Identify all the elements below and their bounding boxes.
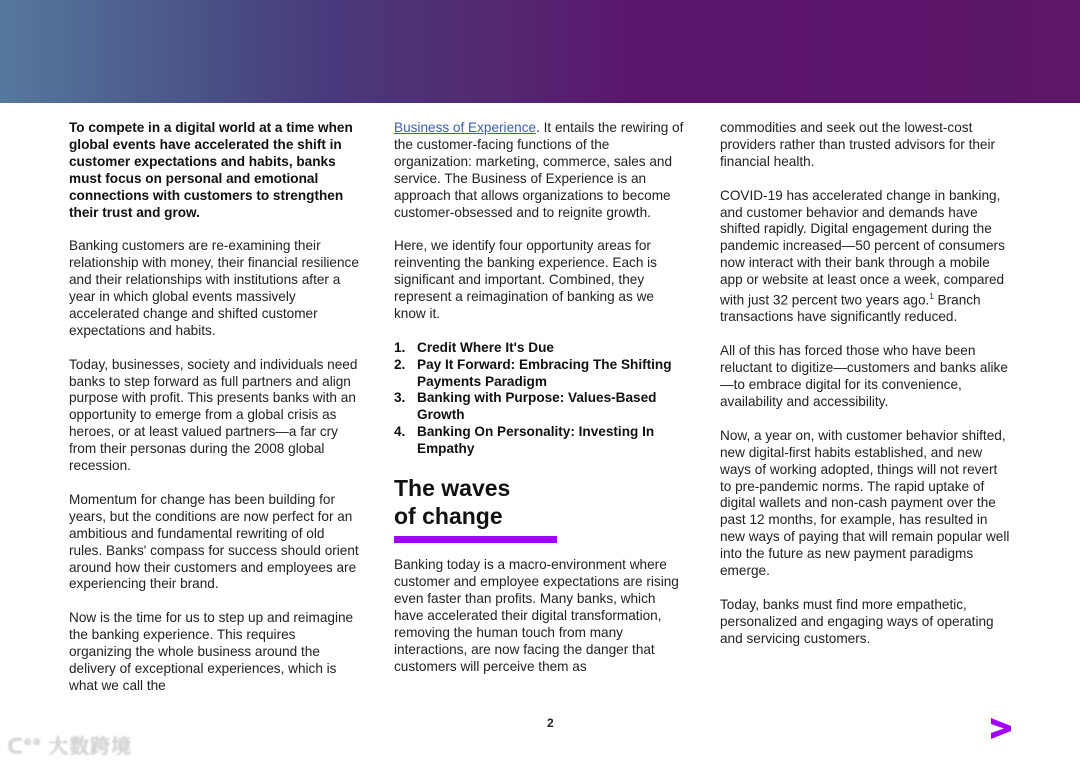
accenture-chevron-icon — [990, 716, 1012, 745]
column-3 — [720, 120, 1012, 664]
paragraph: All of this has forced those who have been reluctant to digitize—customers and banks alike—to embrace digital for its convenience, availability and accessibility. — [720, 343, 1008, 409]
paragraph: Now, a year on, with customer behavior shifted, new digital-first habits established, and new ways of working adopted, things will not revert to pre-pandemic norms. The rapid uptake of digital wallets and non-cash payment over the past 12 months, for example, has resulted in new ways of paying that will remain popular well into the future as new payment paradigms emerge. — [720, 427, 1010, 579]
paragraph — [394, 120, 686, 221]
intro-text: To compete in a digital world at a time when global events have accelerated the shift in customer expectations and habits, banks must focus on personal and emotional connections with customers to strengthen their trust and grow. — [69, 120, 353, 220]
list-number: 3. — [394, 390, 406, 406]
paragraph-text: Branch transactions have significantly reduced. — [720, 292, 981, 325]
paragraph-text: COVID-19 has accelerated change in banking, and customer behavior and demands have shifted rapidly. Digital engagement during the pandemic increased—50 percent of consumers now interact with their bank through a mobile app or website at least once a week, compared with just 32 percent two years ago. — [720, 187, 1005, 308]
list-item — [394, 340, 686, 357]
paragraph: Today, banks must find more empathetic, personalized and engaging ways of operating and servicing customers. — [720, 596, 994, 646]
section-heading — [394, 474, 686, 530]
accent-bar — [394, 536, 557, 543]
list-text: Credit Where It's Due — [417, 339, 554, 355]
list-number: 2. — [394, 356, 406, 372]
watermark — [8, 730, 132, 759]
watermark-logo-icon: ᑕ°° — [8, 736, 42, 758]
list-number: 4. — [394, 424, 406, 440]
heading-line: of change — [394, 503, 503, 530]
list-text: Banking with Purpose: Values-Based Growth — [417, 390, 657, 423]
column-1 — [69, 120, 361, 712]
business-of-experience-link[interactable]: Business of Experience — [394, 120, 537, 135]
watermark-text: 大数跨境 — [48, 736, 133, 758]
list-text: Pay It Forward: Embracing The Shifting Payments Paradigm — [417, 356, 672, 389]
paragraph: Now is the time for us to step up and reimagine the banking experience. This requires organizing the whole business around the delivery of exceptional experiences, which is what we call the — [69, 610, 354, 693]
opportunity-list — [394, 340, 686, 458]
list-item — [394, 357, 686, 391]
column-2 — [394, 120, 686, 692]
paragraph: Here, we identify four opportunity areas for reinventing the banking experience. Each is significant and important. Combined, they represent a reimagination of banking as we know it. — [394, 238, 657, 321]
paragraph: Banking today is a macro-environment where customer and employee expectations are rising even faster than profits. Many banks, which have accelerated their digital transformation, removing the human touch from many interactions, are now facing the danger that customers will perceive them as — [394, 557, 679, 674]
heading-line: The waves — [394, 475, 511, 502]
footnote-marker[interactable]: 1 — [929, 292, 934, 302]
page-number: 2 — [547, 716, 554, 730]
paragraph — [720, 188, 1012, 327]
paragraph: Banking customers are re-examining their relationship with money, their financial resilience and their relationships with institutions after a year in which global events massively accelerated change and shifted customer expectations and habits. — [69, 238, 359, 338]
paragraph: Today, businesses, society and individuals need banks to step forward as full partners and align purpose with profit. This presents banks with an opportunity to emerge from a global crisis as heroes, or at least valued partners—a far cry from their personas during the 2008 global recession. — [69, 356, 358, 474]
paragraph-text: . It entails the rewiring of the customer-facing functions of the organization: marketing, commerce, sales and service. The Business of Experience is an approach that allows organizations to become customer-obsessed and to reignite growth. — [394, 120, 684, 220]
paragraph: commodities and seek out the lowest-cost providers rather than trusted advisors for their financial health. — [720, 120, 996, 169]
list-item — [394, 390, 686, 424]
header-banner — [0, 0, 1080, 103]
list-number: 1. — [394, 339, 406, 355]
list-text: Banking On Personality: Investing In Empathy — [417, 424, 655, 457]
list-item — [394, 424, 686, 458]
paragraph: Momentum for change has been building for years, but the conditions are now perfect for an ambitious and fundamental rewriting of old rules. Banks' compass for success should orient around how their customers and employees are experiencing their brand. — [69, 491, 359, 592]
